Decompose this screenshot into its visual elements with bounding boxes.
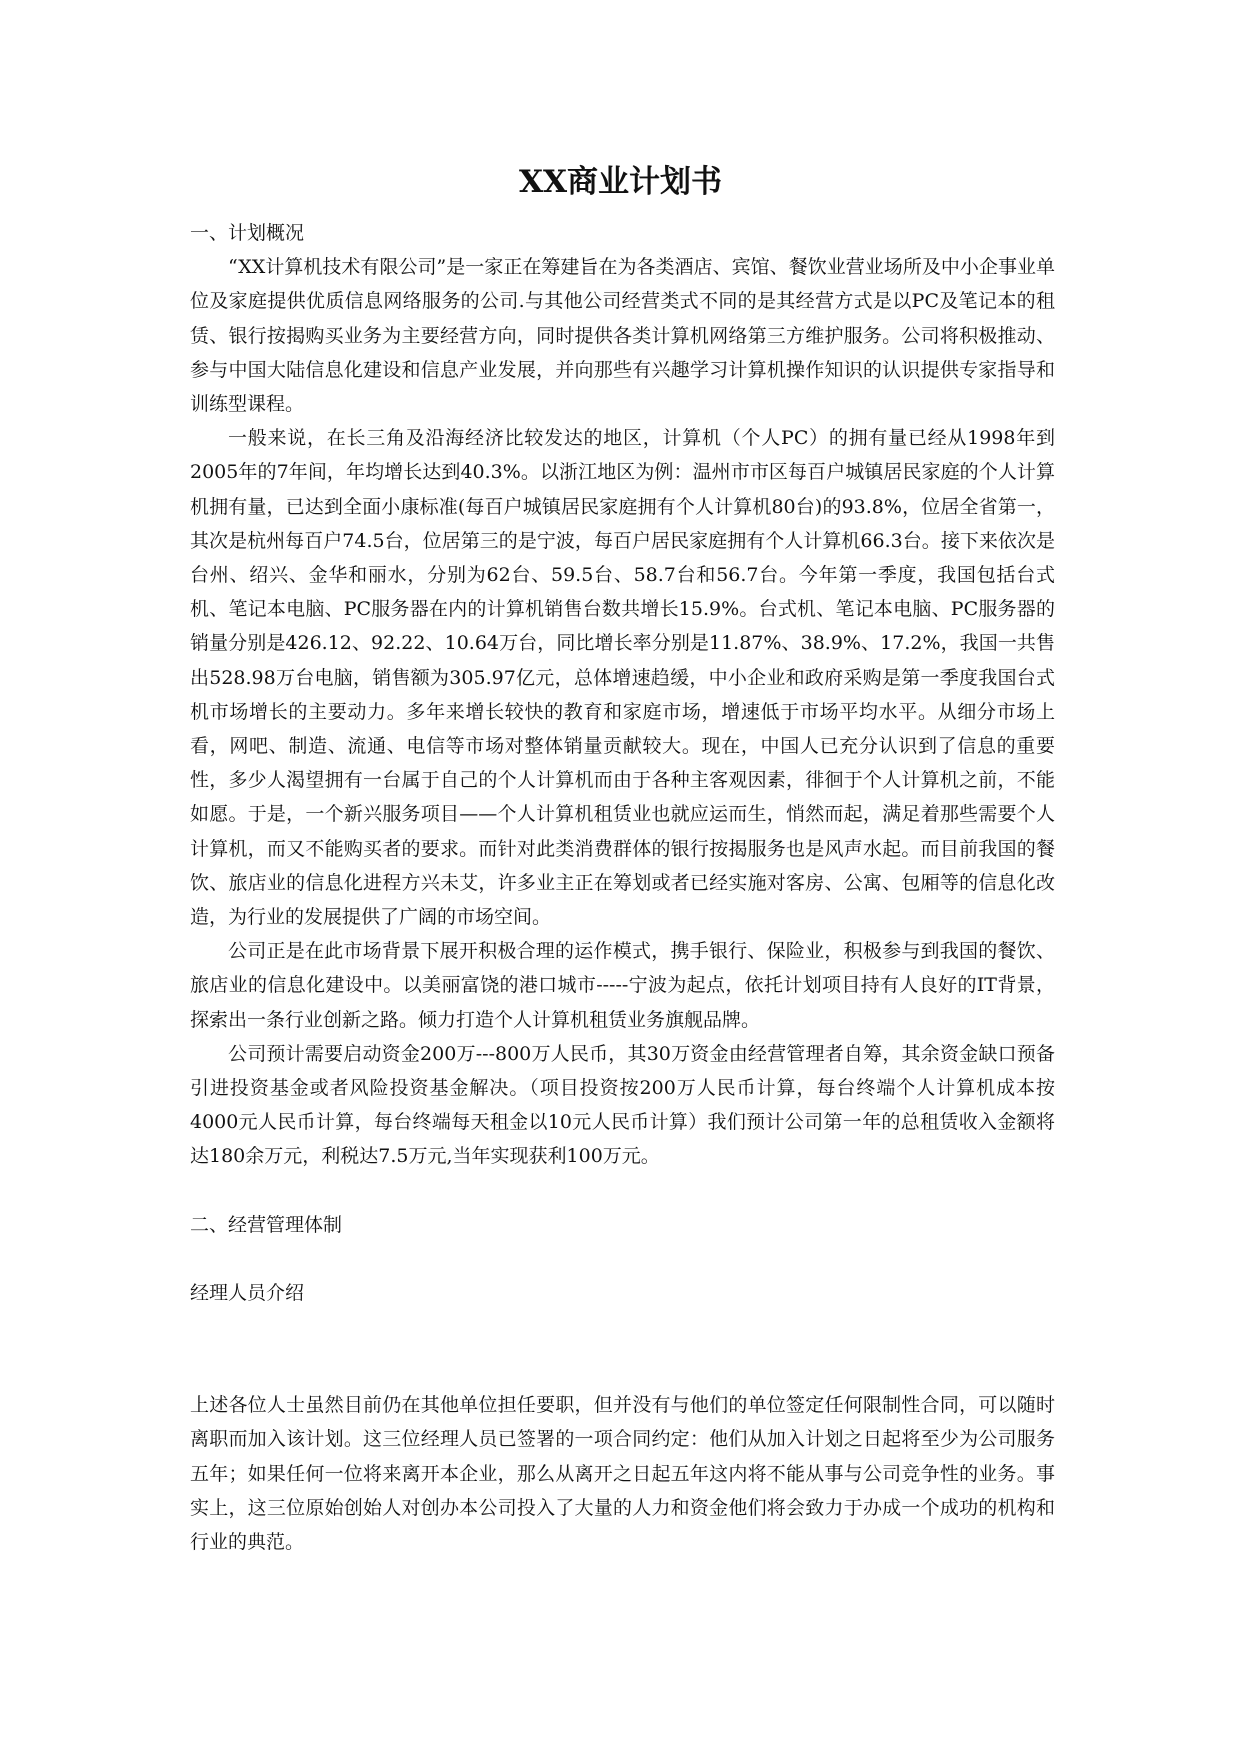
- spacer: [190, 1310, 1055, 1388]
- paragraph-funding: 公司预计需要启动资金200万---800万人民币，其30万资金由经营管理者自筹，其余资金缺口预备引进投资基金或者风险投资基金解决。（项目投资按200万人民币计算，每台终端个人计算机成本按4000元人民币计算，每台终端每天租金以10元人民币计算）我们预计公司第一年的总租赁收入金额将达180余万元，利税达7.5万元,当年实现获利100万元。: [190, 1042, 1055, 1168]
- subheading-managers: 经理人员介绍: [190, 1281, 305, 1304]
- paragraph-operation-mode: 公司正是在此市场背景下展开积极合理的运作模式，携手银行、保险业，积极参与到我国的餐饮、旅店业的信息化建设中。以美丽富饶的港口城市-----宁波为起点，依托计划项目持有人良好的IT背景，探索出一条行业创新之路。倾力打造个人计算机租赁业务旗舰品牌。: [190, 940, 1055, 1031]
- paragraph-manager-contract: 上述各位人士虽然目前仍在其他单位担任要职，但并没有与他们的单位签定任何限制性合同，可以随时离职而加入该计划。这三位经理人员已签署的一项合同约定：他们从加入计划之日起将至少为公司服务五年；如果任何一位将来离开本企业，那么从离开之日起五年这内将不能从事与公司竞争性的业务。事实上，这三位原始创始人对创办本公司投入了大量的人力和资金他们将会致力于办成一个成功的机构和行业的典范。: [190, 1394, 1055, 1553]
- paragraph-company-intro: “XX计算机技术有限公司”是一家正在筹建旨在为各类酒店、宾馆、餐饮业营业场所及中小企事业单位及家庭提供优质信息网络服务的公司.与其他公司经营类式不同的是其经营方式是以PC及笔记本的租赁、银行按揭购买业务为主要经营方向，同时提供各类计算机网络第三方维护服务。公司将积极推动、参与中国大陆信息化建设和信息产业发展，并向那些有兴趣学习计算机操作知识的认识提供专家指导和训练型课程。: [190, 256, 1055, 416]
- spacer: [190, 1174, 1055, 1208]
- paragraph-market-background: 一般来说，在长三角及沿海经济比较发达的地区，计算机（个人PC）的拥有量已经从1998年到2005年的7年间，年均增长达到40.3%。以浙江地区为例：温州市市区每百户城镇居民家庭的个人计算机拥有量，已达到全面小康标准(每百户城镇居民家庭拥有个人计算机80台)的93.8%，位居全省第一，其次是杭州每百户74.5台，位居第三的是宁波，每百户居民家庭拥有个人计算机66.3台。接下来依次是台州、绍兴、金华和丽水，分别为62台、59.5台、58.7台和56.7台。今年第一季度，我国包括台式机、笔记本电脑、PC服务器在内的计算机销售台数共增长15.9%。台式机、笔记本电脑、PC服务器的销量分别是426.12、92.22、10.64万台，同比增长率分别是11.87%、38.9%、17.2%，我国一共售出528.98万台电脑，销售额为305.97亿元，总体增速趋缓，中小企业和政府采购是第一季度我国台式机市场增长的主要动力。多年来增长较快的教育和家庭市场，增速低于市场平均水平。从细分市场上看，网吧、制造、流通、电信等市场对整体销量贡献较大。现在，中国人已充分认识到了信息的重要性，多少人渴望拥有一台属于自己的个人计算机而由于各种主客观因素，徘徊于个人计算机之前，不能如愿。于是，一个新兴服务项目——个人计算机租赁业也就应运而生，悄然而起，满足着那些需要个人计算机，而又不能购买者的要求。而针对此类消费群体的银行按揭服务也是风声水起。而目前我国的餐饮、旅店业的信息化进程方兴未艾，许多业主正在筹划或者已经实施对客房、公寓、包厢等的信息化改造，为行业的发展提供了广阔的市场空间。: [190, 427, 1055, 929]
- spacer: [190, 1242, 1055, 1276]
- document-title: XX商业计划书: [518, 164, 723, 200]
- section-heading-management: 二、经营管理体制: [190, 1213, 343, 1236]
- section-heading-overview: 一、计划概况: [190, 222, 305, 244]
- document-body: [190, 216, 1055, 1559]
